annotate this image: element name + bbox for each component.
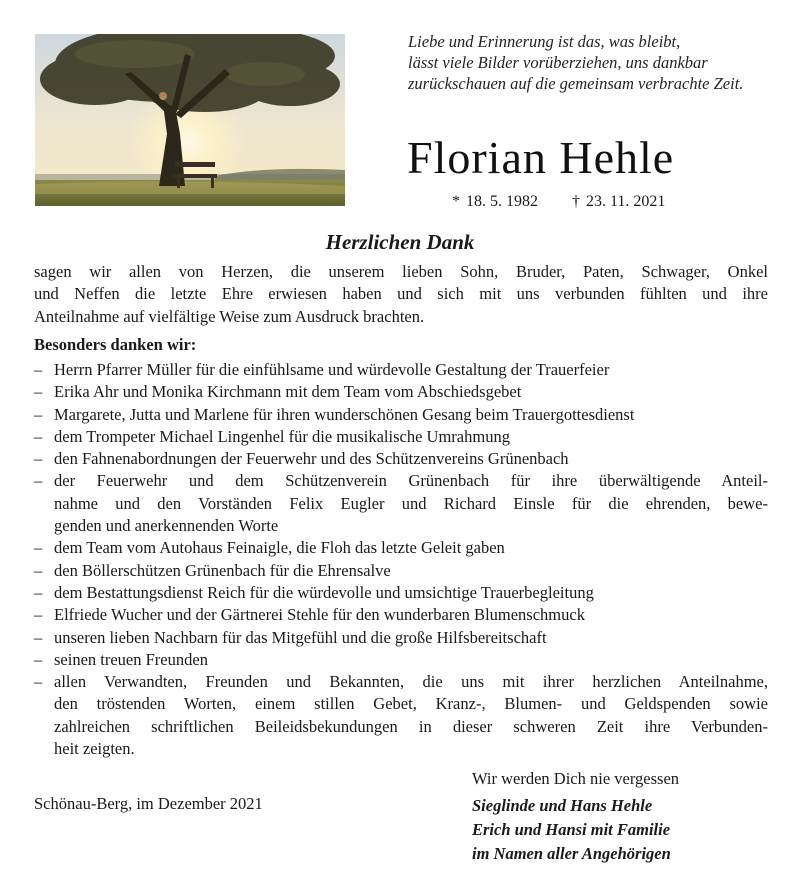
thanks-list-line: allen Verwandten, Freunden und Bekannten, die uns mit ihrer herzlichen Anteilnahme, xyxy=(54,672,768,692)
place-and-date: Schönau-Berg, im Dezember 2021 xyxy=(34,794,263,813)
thanks-list-item xyxy=(34,448,768,470)
thanks-list-line: der Feuerwehr und dem Schützenverein Grünenbach für ihre überwältigende Anteil- xyxy=(54,471,768,491)
list-dash: – xyxy=(34,360,43,379)
list-dash: – xyxy=(34,605,43,625)
thanks-list-item xyxy=(34,359,768,381)
list-dash: – xyxy=(34,627,43,647)
thanks-list-item xyxy=(34,470,768,537)
birth-date xyxy=(452,192,538,212)
list-dash: – xyxy=(34,560,43,580)
motto-line: lässt viele Bilder vorüberziehen, uns dankbar xyxy=(408,53,708,72)
thanks-list-line: Margarete, Jutta und Marlene für ihren wunderschönen Gesang beim Trauergottesdienst xyxy=(54,404,635,424)
motto-line: zurückschauen auf die gemeinsam verbrachte Zeit. xyxy=(408,74,744,93)
thanks-list-line: heit zeigten. xyxy=(54,739,135,759)
list-dash: – xyxy=(34,382,43,402)
memorial-motto xyxy=(408,31,788,94)
birth-star-icon: * xyxy=(452,193,460,210)
thanks-list-line: dem Team vom Autohaus Feinaigle, die Floh das letzte Geleit gaben xyxy=(54,538,505,558)
thanks-list-item xyxy=(34,604,768,626)
thanks-list-line: dem Bestattungsdienst Reich für die würdevolle und umsichtige Trauerbegleitung xyxy=(54,582,594,602)
thanks-list-item xyxy=(34,404,768,426)
list-dash: – xyxy=(34,426,43,446)
thanks-list-line: nahme und den Vorständen Felix Eugler und Richard Einsle für die ehrenden, bewe- xyxy=(54,493,768,513)
signers xyxy=(472,794,671,866)
thanks-heading: Herzlichen Dank xyxy=(325,230,475,254)
thanks-list-line: den tröstenden Worten, einem stillen Gebet, Kranz-, Blumen- und Geldspenden sowie xyxy=(54,694,768,714)
list-dash: – xyxy=(34,404,43,424)
list-dash: – xyxy=(34,649,43,669)
list-dash: – xyxy=(34,582,43,602)
thanks-list-item xyxy=(34,627,768,649)
thanks-list-item xyxy=(34,649,768,671)
list-dash: – xyxy=(34,672,43,692)
thanks-list-line: Elfriede Wucher und der Gärtnerei Stehle für den wunderbaren Blumenschmuck xyxy=(54,605,585,625)
closing-phrase: Wir werden Dich nie vergessen xyxy=(472,769,680,788)
death-date xyxy=(572,192,665,212)
thanks-list-line: den Fahnenabordnungen der Feuerwehr und des Schützenvereins Grünenbach xyxy=(54,449,569,469)
intro-line: und Neffen die letzte Ehre erwiesen haben und sich mit uns verbunden fühlten und ihre xyxy=(34,284,768,304)
list-dash: – xyxy=(34,538,43,558)
signer-line: im Namen aller Angehörigen xyxy=(472,844,671,863)
memorial-photo-tree-bench xyxy=(35,34,345,206)
list-dash: – xyxy=(34,471,43,491)
deceased-name: Florian Hehle xyxy=(407,132,675,183)
thanks-list-item xyxy=(34,671,768,760)
thanks-list-line: zahlreichen schriftlichen Beileidsbekundungen in dieser schweren Zeit ihre Verbunden- xyxy=(54,716,768,736)
thanks-list-item xyxy=(34,381,768,403)
death-cross-icon: † xyxy=(572,193,580,210)
birth-date-value: 18. 5. 1982 xyxy=(466,193,538,210)
special-thanks-heading: Besonders danken wir: xyxy=(34,335,197,354)
intro-paragraph xyxy=(34,261,768,328)
signer-line: Erich und Hansi mit Familie xyxy=(472,820,671,839)
thanks-list-item xyxy=(34,537,768,559)
death-date-value: 23. 11. 2021 xyxy=(586,193,666,210)
thanks-list-line: unseren lieben Nachbarn für das Mitgefühl und die große Hilfsbereitschaft xyxy=(54,627,547,647)
thanks-list-item xyxy=(34,560,768,582)
motto-line: Liebe und Erinnerung ist das, was bleibt, xyxy=(408,32,681,51)
thanks-list-item xyxy=(34,426,768,448)
list-dash: – xyxy=(34,449,43,469)
signer-line: Sieglinde und Hans Hehle xyxy=(472,796,653,815)
thanks-list-line: den Böllerschützen Grünenbach für die Ehrensalve xyxy=(54,560,391,580)
thanks-list-line: dem Trompeter Michael Lingenhel für die musikalische Umrahmung xyxy=(54,426,510,446)
thanks-list-line: seinen treuen Freunden xyxy=(54,649,208,669)
thanks-list-item xyxy=(34,582,768,604)
intro-line: Anteilnahme auf vielfältige Weise zum Ausdruck brachten. xyxy=(34,306,425,326)
thanks-list-line: genden und anerkennenden Worte xyxy=(54,516,279,536)
intro-line: sagen wir allen von Herzen, die unserem lieben Sohn, Bruder, Paten, Schwager, Onkel xyxy=(34,262,768,281)
thanks-list-line: Herrn Pfarrer Müller für die einfühlsame und würdevolle Gestaltung der Trauerfeier xyxy=(54,360,610,379)
thanks-list xyxy=(34,359,768,760)
thanks-list-line: Erika Ahr und Monika Kirchmann mit dem Team vom Abschiedsgebet xyxy=(54,382,522,402)
